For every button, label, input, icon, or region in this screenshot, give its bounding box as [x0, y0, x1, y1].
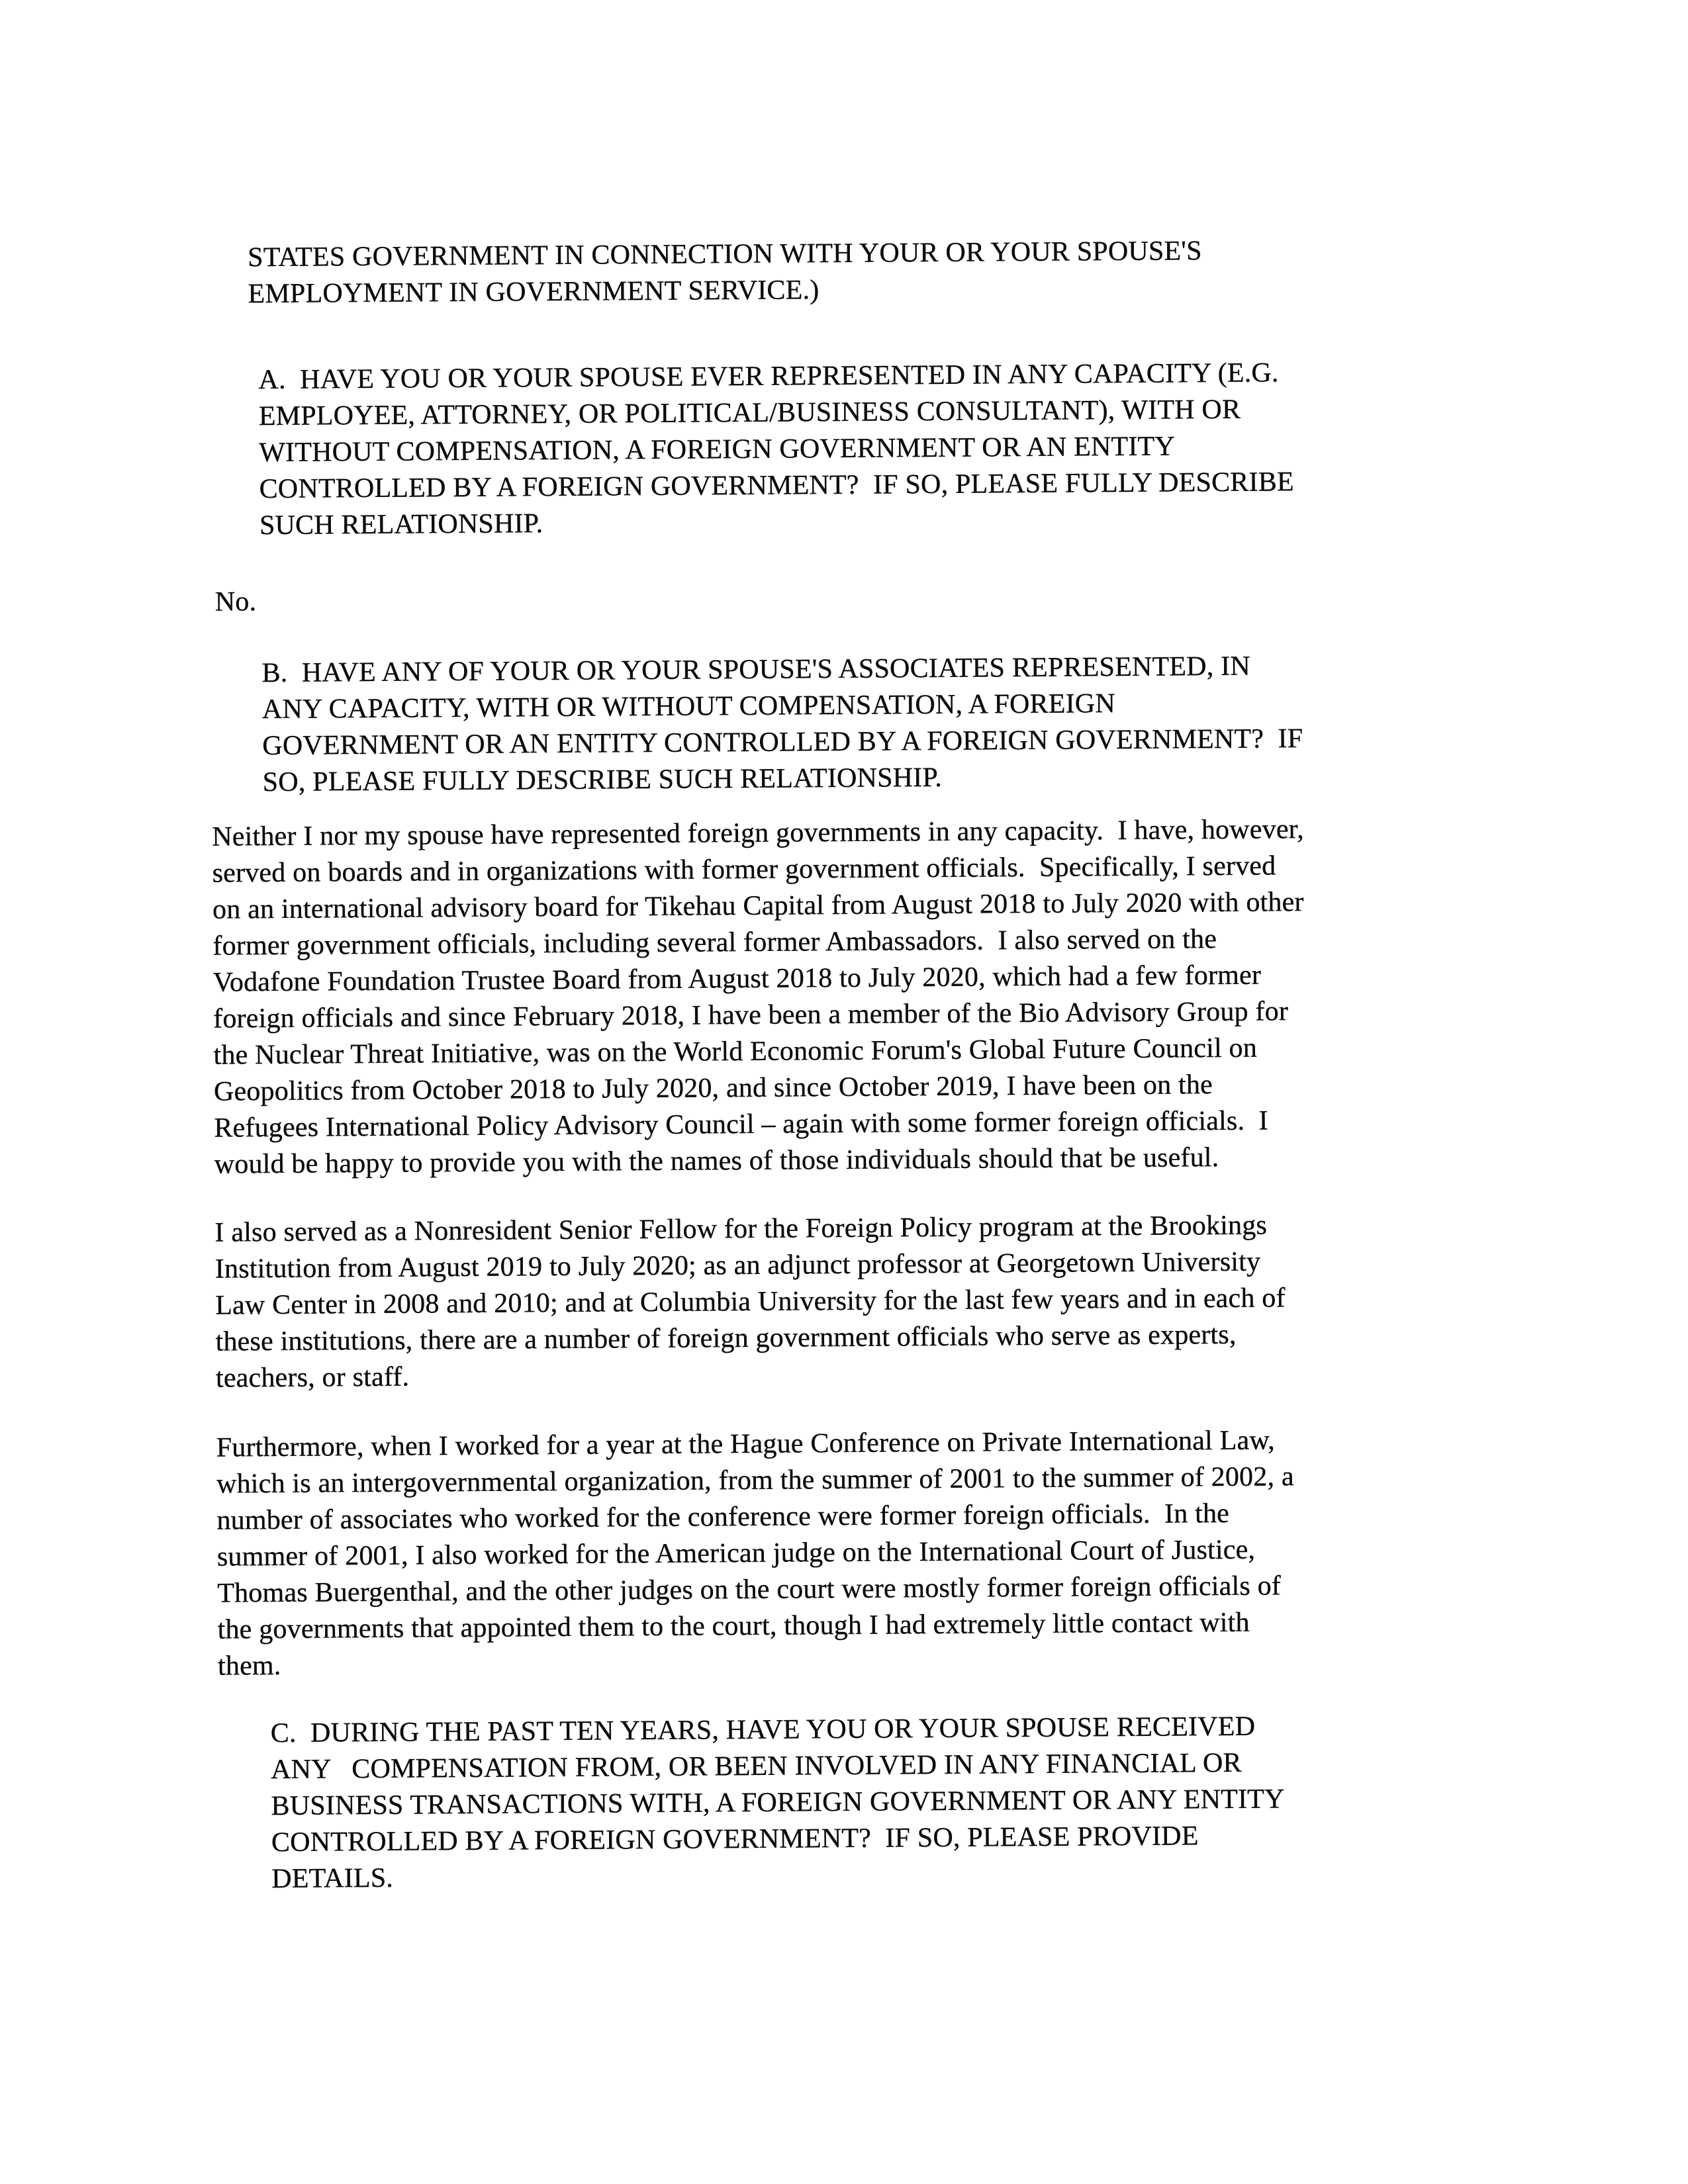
text-line: DETAILS.: [271, 1862, 394, 1895]
text-line: teachers, or staff.: [215, 1361, 410, 1394]
text-line: the Nuclear Threat Initiative, was on the World Economic Forum's Global Future Council on: [213, 1032, 1258, 1071]
text-line: Institution from August 2019 to July 2020; as an adjunct professor at Georgetown University: [214, 1246, 1261, 1285]
text-line: served on boards and in organizations with former government officials. Specifically, I served: [212, 850, 1276, 889]
text-line: Law Center in 2008 and 2010; and at Columbia University for the last few years and in each of: [215, 1283, 1286, 1321]
text-line: SUCH RELATIONSHIP.: [259, 508, 543, 541]
text-line: Furthermore, when I worked for a year at the Hague Conference on Private International Law,: [216, 1425, 1276, 1463]
text-line: Vodafone Foundation Trustee Board from August 2018 to July 2020, which had a few former: [212, 960, 1262, 998]
text-line: I also served as a Nonresident Senior Fellow for the Foreign Policy program at the Brookings: [214, 1210, 1268, 1248]
text-line: which is an intergovernmental organization, from the summer of 2001 to the summer of 2002, a: [216, 1461, 1294, 1500]
text-line: former government officials, including several former Ambassadors. I also served on the: [212, 924, 1217, 962]
text-line: these institutions, there are a number of foreign government officials who serve as experts,: [215, 1319, 1237, 1357]
paragraph-answer-b-3: [216, 1422, 1295, 1684]
text-line: would be happy to provide you with the names of those individuals should that be useful.: [214, 1142, 1219, 1180]
text-line: SO, PLEASE FULLY DESCRIBE SUCH RELATIONSHIP.: [262, 762, 943, 798]
text-line: STATES GOVERNMENT IN CONNECTION WITH YOUR OR YOUR SPOUSE'S: [248, 236, 1202, 273]
text-line: EMPLOYMENT IN GOVERNMENT SERVICE.): [248, 275, 820, 310]
text-line: A. HAVE YOU OR YOUR SPOUSE EVER REPRESENTED IN ANY CAPACITY (E.G.: [258, 357, 1279, 396]
text-line: WITHOUT COMPENSATION, A FOREIGN GOVERNMENT OR AN ENTITY: [259, 431, 1176, 469]
text-line: EMPLOYEE, ATTORNEY, OR POLITICAL/BUSINESS CONSULTANT), WITH OR: [258, 394, 1241, 432]
paragraph-answer-a: [215, 584, 257, 620]
text-line: Thomas Buergenthal, and the other judges on the court were mostly former foreign officials of: [217, 1570, 1282, 1609]
text-line: the governments that appointed them to the court, though I had extremely little contact with: [217, 1607, 1250, 1645]
text-line: Geopolitics from October 2018 to July 2020, and since October 2019, I have been on the: [213, 1069, 1213, 1107]
text-line: No.: [214, 586, 257, 617]
paragraph-answer-b-1: [212, 811, 1306, 1183]
text-line: ANY COMPENSATION FROM, OR BEEN INVOLVED IN ANY FINANCIAL OR: [270, 1747, 1242, 1786]
text-line: on an international advisory board for Tikehau Capital from August 2018 to July 2020 with other: [212, 887, 1304, 925]
paragraph-answer-b-2: [214, 1207, 1286, 1396]
text-line: them.: [217, 1650, 281, 1682]
text-line: foreign officials and since February 2018, I have been a member of the Bio Advisory Group for: [213, 996, 1289, 1034]
text-line: Refugees International Policy Advisory Council – again with some former foreign officials. I: [214, 1105, 1268, 1144]
paragraph-question-c: [271, 1708, 1286, 1897]
text-line: GOVERNMENT OR AN ENTITY CONTROLLED BY A FOREIGN GOVERNMENT? IF: [262, 723, 1303, 762]
paragraph-continuation-header: [248, 233, 1202, 312]
paragraph-question-a: [258, 355, 1294, 544]
text-line: summer of 2001, I also worked for the American judge on the International Court of Justice,: [216, 1534, 1256, 1572]
text-line: C. DURING THE PAST TEN YEARS, HAVE YOU OR YOUR SPOUSE RECEIVED: [270, 1711, 1256, 1749]
text-line: ANY CAPACITY, WITH OR WITHOUT COMPENSATION, A FOREIGN: [261, 688, 1116, 725]
text-line: Neither I nor my spouse have represented foreign governments in any capacity. I have, however,: [212, 814, 1305, 852]
paragraph-question-b: [261, 648, 1303, 801]
text-line: BUSINESS TRANSACTIONS WITH, A FOREIGN GOVERNMENT OR ANY ENTITY: [271, 1784, 1285, 1822]
text-line: CONTROLLED BY A FOREIGN GOVERNMENT? IF SO, PLEASE PROVIDE: [271, 1821, 1199, 1858]
text-line: CONTROLLED BY A FOREIGN GOVERNMENT? IF SO, PLEASE FULLY DESCRIBE: [259, 467, 1294, 505]
text-line: B. HAVE ANY OF YOUR OR YOUR SPOUSE'S ASSOCIATES REPRESENTED, IN: [261, 651, 1251, 689]
text-line: number of associates who worked for the conference were former foreign officials. In the: [216, 1498, 1230, 1536]
